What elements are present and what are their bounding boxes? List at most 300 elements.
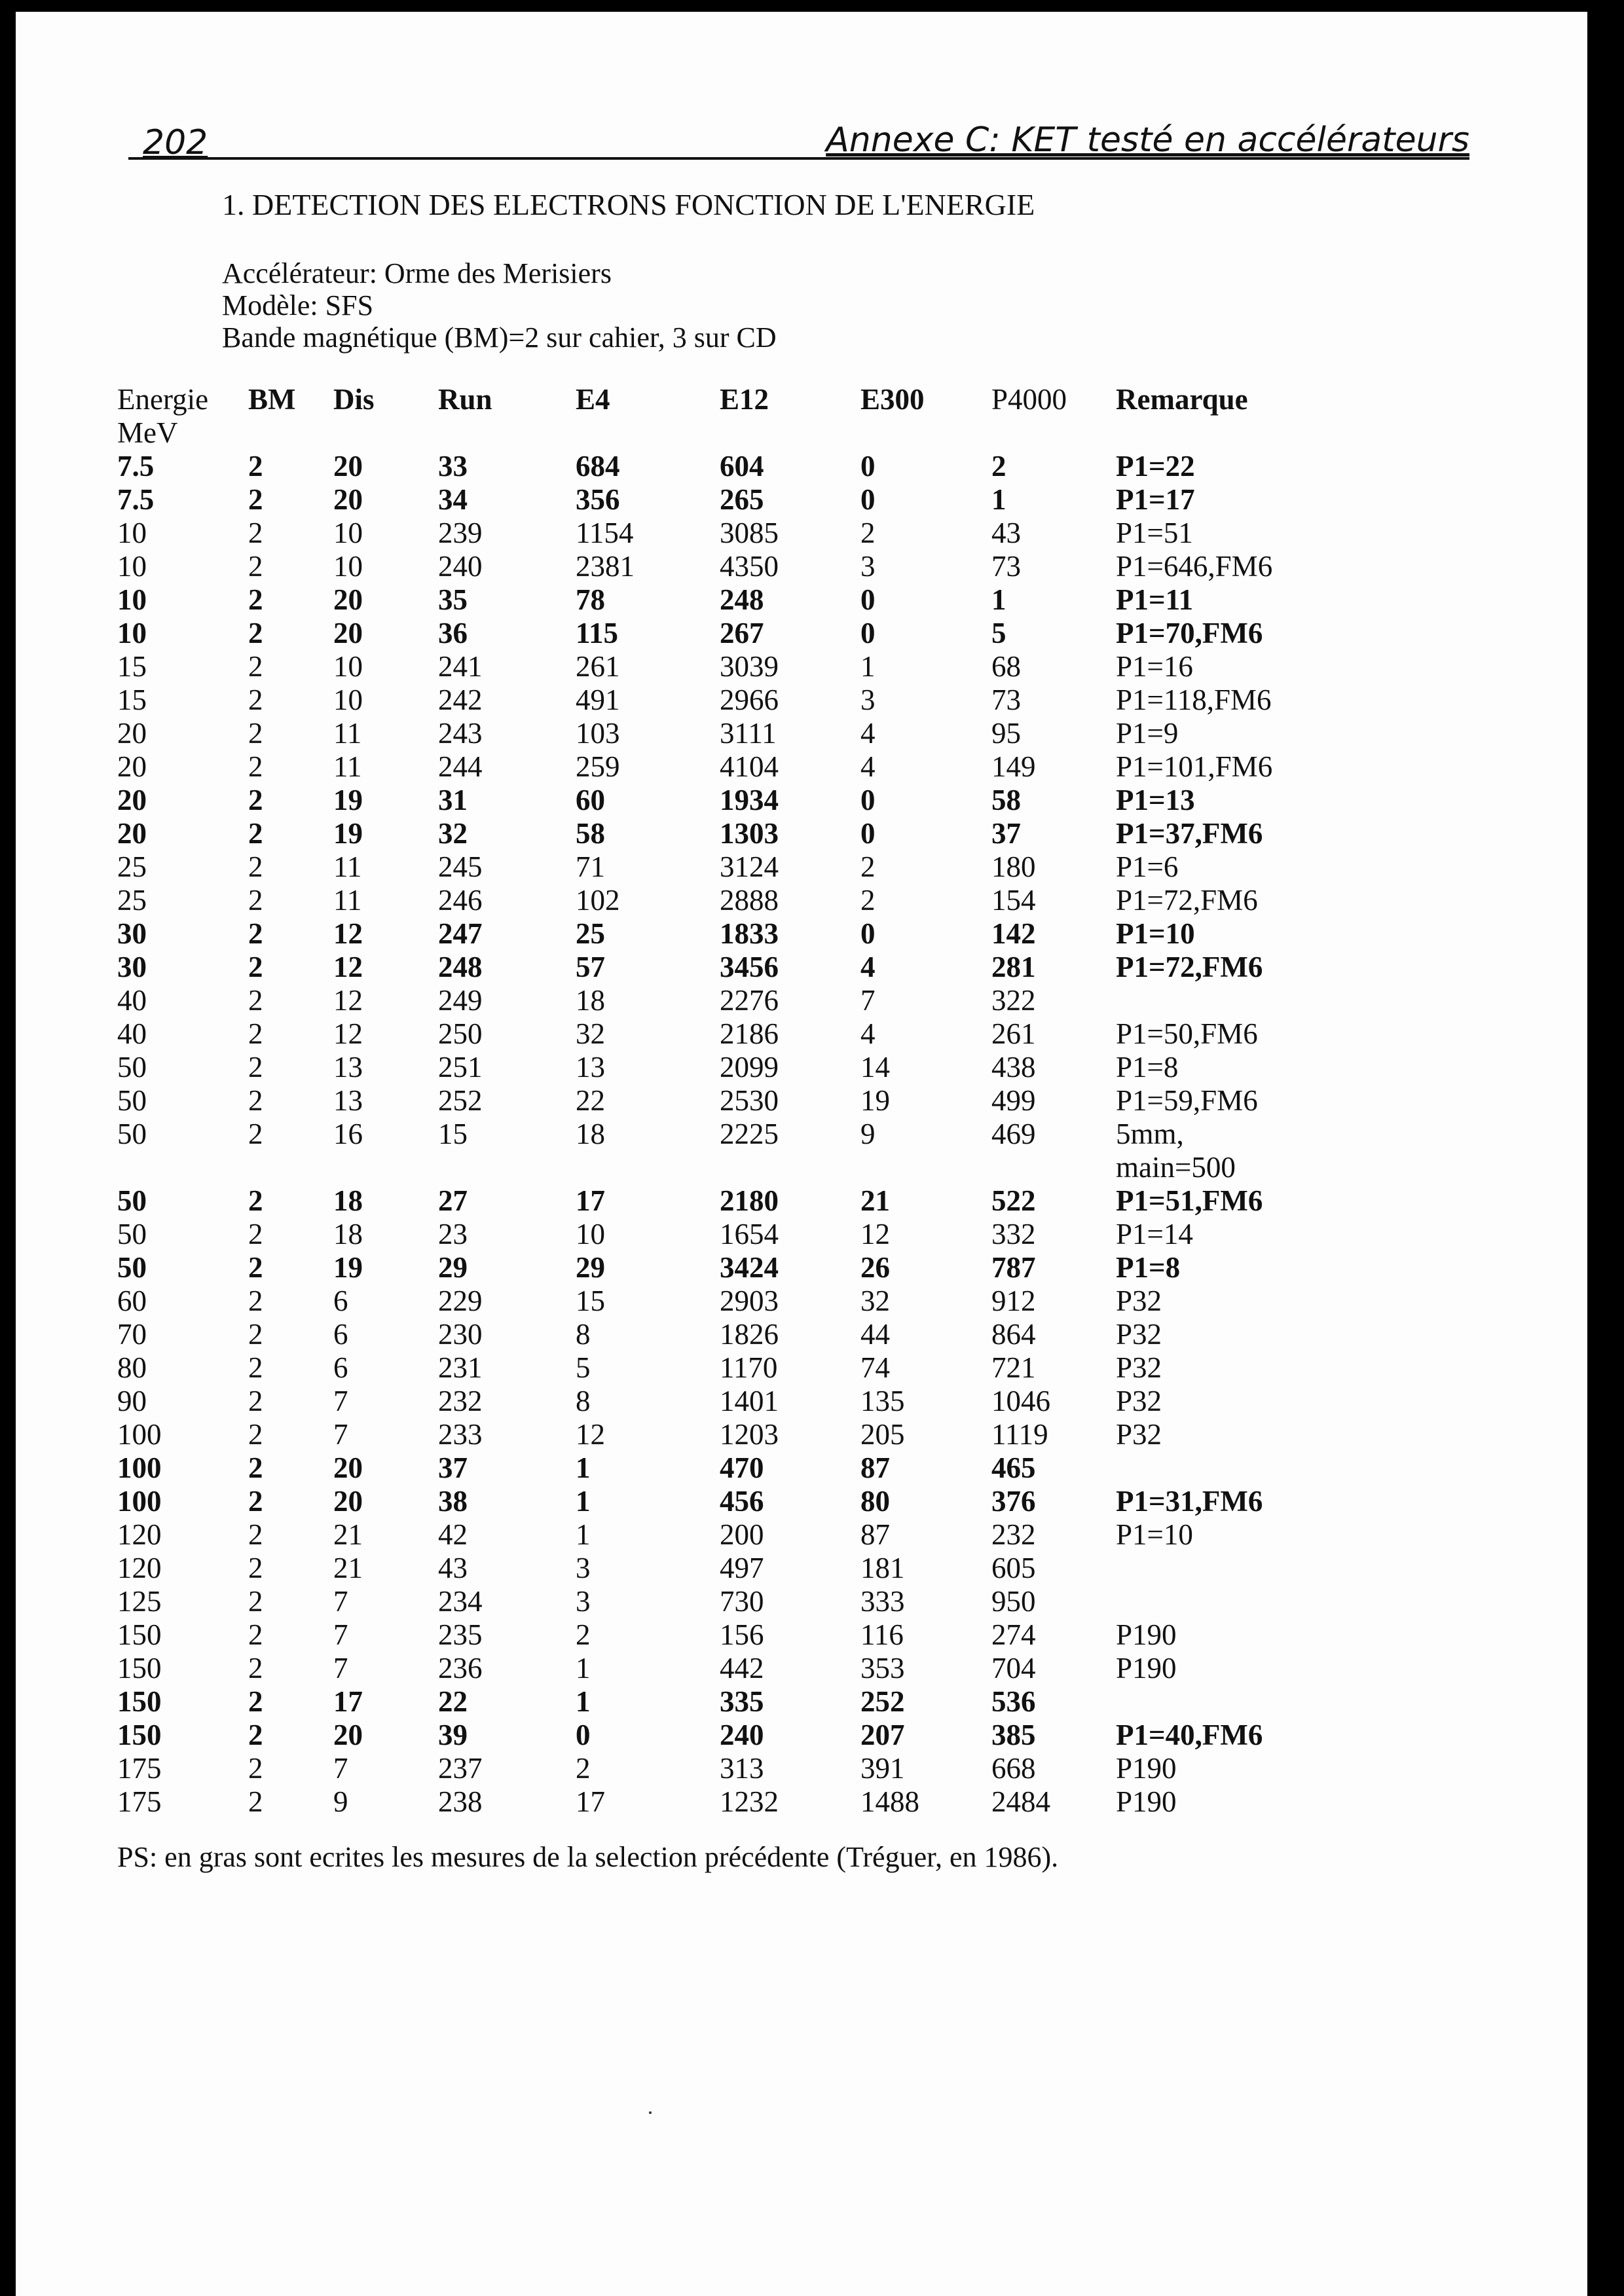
cell-e300: 2: [860, 850, 876, 883]
table-row: [117, 784, 1352, 817]
cell-energie: 10: [117, 517, 147, 549]
cell-e300: 4: [860, 951, 876, 983]
cell-dis: 20: [333, 1451, 363, 1484]
cell-e300: 0: [860, 817, 876, 850]
cell-p4000: 864: [991, 1318, 1036, 1351]
cell-p4000: 232: [991, 1518, 1036, 1551]
cell-p4000: 912: [991, 1285, 1036, 1317]
page-number: 202: [143, 123, 208, 162]
cell-e4: 103: [576, 717, 620, 750]
cell-dis: 11: [333, 750, 362, 783]
table-row: [117, 1051, 1352, 1084]
cell-remarque: P32: [1116, 1385, 1162, 1417]
cell-e12: 730: [720, 1585, 764, 1618]
cell-dis: 11: [333, 850, 362, 883]
table-row: [117, 1218, 1352, 1251]
cell-dis: 10: [333, 517, 363, 549]
cell-bm: 2: [248, 617, 263, 649]
cell-p4000: 68: [991, 650, 1021, 683]
cell-p4000: 149: [991, 750, 1036, 783]
cell-e4: 18: [576, 1118, 605, 1150]
cell-e300: 252: [860, 1685, 905, 1718]
cell-e12: 1170: [720, 1351, 778, 1384]
cell-bm: 2: [248, 1685, 263, 1718]
cell-e12: 2903: [720, 1285, 779, 1317]
cell-bm: 2: [248, 917, 263, 950]
cell-energie: 20: [117, 750, 147, 783]
cell-e4: 58: [576, 817, 605, 850]
cell-dis: 7: [333, 1585, 348, 1618]
cell-e300: 44: [860, 1318, 890, 1351]
cell-dis: 12: [333, 1017, 363, 1050]
section-title: 1. DETECTION DES ELECTRONS FONCTION DE L'ENERGIE: [222, 188, 1035, 221]
cell-energie: 20: [117, 817, 147, 850]
cell-energie: 120: [117, 1518, 162, 1551]
cell-e4: 1: [576, 1685, 591, 1718]
cell-run: 38: [438, 1485, 468, 1518]
cell-remarque: P1=51: [1116, 517, 1193, 549]
cell-bm: 2: [248, 1585, 263, 1618]
col-header-run: Run: [438, 383, 492, 416]
cell-e12: 267: [720, 617, 764, 649]
cell-p4000: 322: [991, 984, 1036, 1017]
cell-p4000: 522: [991, 1184, 1036, 1217]
cell-e300: 2: [860, 884, 876, 917]
cell-bm: 2: [248, 884, 263, 917]
cell-p4000: 536: [991, 1685, 1036, 1718]
cell-energie: 15: [117, 683, 147, 716]
cell-e300: 0: [860, 617, 876, 649]
remark-line: main=500: [1116, 1151, 1236, 1184]
cell-remarque: P1=8: [1116, 1051, 1179, 1084]
table-row: [117, 1184, 1352, 1218]
cell-energie: 150: [117, 1719, 162, 1751]
cell-energie: 25: [117, 850, 147, 883]
table-row: [117, 1585, 1352, 1618]
table-row: [117, 750, 1352, 784]
table-body: [117, 450, 1352, 1819]
cell-p4000: 2: [991, 450, 1006, 483]
cell-e4: 25: [576, 917, 605, 950]
cell-run: 242: [438, 683, 483, 716]
cell-bm: 2: [248, 1418, 263, 1451]
table-row: [117, 817, 1352, 850]
cell-bm: 2: [248, 1318, 263, 1351]
cell-bm: 2: [248, 583, 263, 616]
cell-bm: 2: [248, 1118, 263, 1150]
cell-e12: 442: [720, 1652, 764, 1685]
table-row: [117, 1385, 1352, 1418]
cell-run: 243: [438, 717, 483, 750]
cell-bm: 2: [248, 850, 263, 883]
cell-e4: 3: [576, 1552, 591, 1584]
cell-remarque: P190: [1116, 1785, 1177, 1818]
cell-energie: 7.5: [117, 450, 155, 483]
cell-bm: 2: [248, 650, 263, 683]
cell-e4: 8: [576, 1385, 591, 1417]
cell-p4000: 469: [991, 1118, 1036, 1150]
cell-dis: 12: [333, 984, 363, 1017]
cell-run: 231: [438, 1351, 483, 1384]
cell-bm: 2: [248, 1518, 263, 1551]
cell-p4000: 73: [991, 550, 1021, 583]
cell-e12: 3124: [720, 850, 779, 883]
table-row: [117, 1518, 1352, 1552]
page-header: [128, 117, 1469, 160]
cell-p4000: 787: [991, 1251, 1036, 1284]
table-header-row: [117, 383, 1352, 450]
cell-e12: 3085: [720, 517, 779, 549]
cell-dis: 19: [333, 784, 363, 816]
cell-run: 27: [438, 1184, 468, 1217]
cell-run: 235: [438, 1618, 483, 1651]
cell-e12: 1203: [720, 1418, 779, 1451]
table-row: [117, 1251, 1352, 1285]
cell-e4: 29: [576, 1251, 605, 1284]
cell-remarque: P1=40,FM6: [1116, 1719, 1263, 1751]
cell-energie: 30: [117, 951, 147, 983]
cell-e300: 0: [860, 917, 876, 950]
cell-e300: 32: [860, 1285, 890, 1317]
cell-e300: 181: [860, 1552, 905, 1584]
cell-p4000: 385: [991, 1719, 1036, 1751]
cell-energie: 150: [117, 1685, 162, 1718]
cell-run: 37: [438, 1451, 468, 1484]
cell-energie: 10: [117, 550, 147, 583]
table-row: [117, 1351, 1352, 1385]
cell-e4: 1: [576, 1485, 591, 1518]
cell-e300: 207: [860, 1719, 905, 1751]
energie-unit: MeV: [117, 416, 178, 449]
cell-run: 43: [438, 1552, 468, 1584]
cell-e300: 1488: [860, 1785, 919, 1818]
cell-e4: 1: [576, 1451, 591, 1484]
cell-e12: 470: [720, 1451, 764, 1484]
cell-e4: 0: [576, 1719, 591, 1751]
cell-e12: 1232: [720, 1785, 779, 1818]
cell-energie: 20: [117, 784, 147, 816]
cell-run: 230: [438, 1318, 483, 1351]
cell-e12: 335: [720, 1685, 764, 1718]
cell-e4: 1154: [576, 517, 634, 549]
cell-e12: 3039: [720, 650, 779, 683]
cell-energie: 175: [117, 1785, 162, 1818]
cell-run: 229: [438, 1285, 483, 1317]
cell-energie: 120: [117, 1552, 162, 1584]
cell-dis: 12: [333, 917, 363, 950]
cell-run: 246: [438, 884, 483, 917]
cell-e12: 2276: [720, 984, 779, 1017]
cell-p4000: 1119: [991, 1418, 1048, 1451]
cell-e4: 2: [576, 1618, 591, 1651]
cell-run: 241: [438, 650, 483, 683]
cell-dis: 20: [333, 617, 363, 649]
cell-e300: 205: [860, 1418, 905, 1451]
cell-remarque: P1=11: [1116, 583, 1194, 616]
cell-remarque: P1=10: [1116, 917, 1195, 950]
cell-bm: 2: [248, 1184, 263, 1217]
cell-remarque: P190: [1116, 1618, 1177, 1651]
cell-e300: 353: [860, 1652, 905, 1685]
cell-run: 31: [438, 784, 468, 816]
cell-e12: 604: [720, 450, 764, 483]
cell-p4000: 668: [991, 1752, 1036, 1785]
cell-e12: 456: [720, 1485, 764, 1518]
cell-bm: 2: [248, 1485, 263, 1518]
cell-energie: 100: [117, 1418, 162, 1451]
col-header-bm: BM: [248, 383, 296, 416]
table-row: [117, 1318, 1352, 1351]
cell-energie: 10: [117, 617, 147, 649]
cell-bm: 2: [248, 1719, 263, 1751]
table-row: [117, 1552, 1352, 1585]
cell-run: 232: [438, 1385, 483, 1417]
cell-run: 39: [438, 1719, 468, 1751]
table-row: [117, 1118, 1352, 1184]
cell-bm: 2: [248, 1351, 263, 1384]
cell-dis: 17: [333, 1685, 363, 1718]
cell-p4000: 438: [991, 1051, 1036, 1084]
cell-run: 249: [438, 984, 483, 1017]
cell-e12: 3456: [720, 951, 779, 983]
cell-remarque: [1116, 1685, 1352, 1719]
cell-e300: 9: [860, 1118, 876, 1150]
cell-bm: 2: [248, 1051, 263, 1084]
cell-e4: 10: [576, 1218, 605, 1250]
cell-e12: 4350: [720, 550, 779, 583]
cell-dis: 7: [333, 1385, 348, 1417]
table-row: [117, 1719, 1352, 1752]
cell-e12: 240: [720, 1719, 764, 1751]
cell-p4000: 950: [991, 1585, 1036, 1618]
cell-remarque: [1116, 1451, 1352, 1485]
cell-run: 33: [438, 450, 468, 483]
cell-e4: 22: [576, 1084, 605, 1117]
cell-p4000: 704: [991, 1652, 1036, 1685]
cell-e12: 1401: [720, 1385, 779, 1417]
cell-dis: 10: [333, 650, 363, 683]
cell-run: 245: [438, 850, 483, 883]
cell-run: 248: [438, 951, 483, 983]
cell-dis: 9: [333, 1785, 348, 1818]
cell-remarque: [1116, 984, 1352, 1017]
cell-run: 32: [438, 817, 468, 850]
cell-energie: 150: [117, 1652, 162, 1685]
table-row: [117, 1652, 1352, 1685]
document-page: [16, 12, 1587, 2296]
table-row: [117, 583, 1352, 617]
cell-bm: 2: [248, 517, 263, 549]
cell-p4000: 274: [991, 1618, 1036, 1651]
cell-run: 236: [438, 1652, 483, 1685]
running-title: Annexe C: KET testé en accélérateurs: [826, 120, 1469, 160]
table-row: [117, 517, 1352, 550]
col-header-e300: E300: [860, 383, 925, 416]
cell-remarque: P1=9: [1116, 717, 1179, 750]
cell-run: 244: [438, 750, 483, 783]
cell-run: 251: [438, 1051, 483, 1084]
cell-p4000: 43: [991, 517, 1021, 549]
cell-dis: 10: [333, 550, 363, 583]
cell-remarque: P1=8: [1116, 1251, 1181, 1284]
cell-e300: 87: [860, 1451, 890, 1484]
cell-e300: 0: [860, 784, 876, 816]
table-row: [117, 1785, 1352, 1819]
cell-bm: 2: [248, 750, 263, 783]
cell-p4000: 37: [991, 817, 1021, 850]
cell-p4000: 1: [991, 483, 1006, 516]
table-row: [117, 1752, 1352, 1785]
cell-remarque: P1=70,FM6: [1116, 617, 1263, 649]
cell-e4: 57: [576, 951, 605, 983]
cell-p4000: 58: [991, 784, 1021, 816]
cell-energie: 7.5: [117, 483, 155, 516]
cell-energie: 50: [117, 1051, 147, 1084]
cell-remarque: P1=10: [1116, 1518, 1193, 1551]
cell-run: 234: [438, 1585, 483, 1618]
cell-remarque: P1=51,FM6: [1116, 1184, 1263, 1217]
cell-run: 233: [438, 1418, 483, 1451]
cell-e4: 1: [576, 1518, 591, 1551]
cell-e300: 391: [860, 1752, 905, 1785]
cell-e300: 7: [860, 984, 876, 1017]
cell-e300: 3: [860, 683, 876, 716]
cell-e12: 2225: [720, 1118, 779, 1150]
cell-dis: 21: [333, 1518, 363, 1551]
cell-e4: 60: [576, 784, 605, 816]
cell-dis: 6: [333, 1318, 348, 1351]
cell-remarque: [1116, 1585, 1352, 1618]
col-header-p4000: P4000: [991, 383, 1067, 416]
cell-dis: 20: [333, 450, 363, 483]
cell-e4: 8: [576, 1318, 591, 1351]
cell-bm: 2: [248, 817, 263, 850]
cell-e12: 200: [720, 1518, 764, 1551]
cell-e12: 248: [720, 583, 764, 616]
cell-run: 237: [438, 1752, 483, 1785]
cell-bm: 2: [248, 1752, 263, 1785]
cell-e12: 2186: [720, 1017, 779, 1050]
cell-e4: 102: [576, 884, 620, 917]
cell-p4000: 2484: [991, 1785, 1050, 1818]
cell-run: 240: [438, 550, 483, 583]
cell-e300: 4: [860, 717, 876, 750]
cell-remarque: [1116, 1552, 1352, 1585]
cell-bm: 2: [248, 1251, 263, 1284]
cell-energie: 50: [117, 1218, 147, 1250]
cell-e4: 15: [576, 1285, 605, 1317]
cell-e300: 74: [860, 1351, 890, 1384]
cell-e12: 497: [720, 1552, 764, 1584]
cell-e4: 5: [576, 1351, 591, 1384]
cell-p4000: 281: [991, 951, 1036, 983]
table-row: [117, 483, 1352, 517]
col-header-remarque: Remarque: [1116, 383, 1248, 416]
cell-dis: 16: [333, 1118, 363, 1150]
cell-dis: 7: [333, 1752, 348, 1785]
cell-run: 252: [438, 1084, 483, 1117]
cell-run: 247: [438, 917, 483, 950]
experiment-info: [222, 257, 777, 354]
table-row: [117, 951, 1352, 984]
cell-bm: 2: [248, 1785, 263, 1818]
cell-run: 36: [438, 617, 468, 649]
col-header-dis: Dis: [333, 383, 375, 416]
cell-energie: 100: [117, 1451, 162, 1484]
cell-p4000: 499: [991, 1084, 1036, 1117]
cell-p4000: 721: [991, 1351, 1036, 1384]
table-row: [117, 1084, 1352, 1118]
cell-dis: 10: [333, 683, 363, 716]
cell-e4: 261: [576, 650, 620, 683]
cell-p4000: 95: [991, 717, 1021, 750]
table-row: [117, 1285, 1352, 1318]
cell-e4: 3: [576, 1585, 591, 1618]
cell-run: 35: [438, 583, 468, 616]
cell-e12: 2180: [720, 1184, 779, 1217]
cell-remarque: P1=16: [1116, 650, 1193, 683]
footnote: PS: en gras sont ecrites les mesures de la selection précédente (Tréguer, en 1986).: [117, 1841, 1059, 1873]
cell-e300: 12: [860, 1218, 890, 1250]
cell-dis: 20: [333, 583, 363, 616]
cell-bm: 2: [248, 1451, 263, 1484]
col-header-energie: Energie MeV: [117, 383, 248, 450]
cell-dis: 11: [333, 717, 362, 750]
cell-e12: 2966: [720, 683, 779, 716]
cell-dis: 19: [333, 1251, 363, 1284]
table-row: [117, 1017, 1352, 1051]
cell-e12: 1833: [720, 917, 779, 950]
cell-e4: 259: [576, 750, 620, 783]
cell-bm: 2: [248, 717, 263, 750]
table-row: [117, 650, 1352, 683]
table-row: [117, 1618, 1352, 1652]
cell-remarque: P1=59,FM6: [1116, 1084, 1258, 1117]
cell-remarque: P32: [1116, 1285, 1162, 1317]
cell-e4: 71: [576, 850, 605, 883]
cell-energie: 150: [117, 1618, 162, 1651]
cell-energie: 50: [117, 1084, 147, 1117]
cell-remarque: P32: [1116, 1418, 1162, 1451]
cell-remarque: P1=14: [1116, 1218, 1193, 1250]
cell-dis: 7: [333, 1618, 348, 1651]
cell-e4: 2381: [576, 550, 635, 583]
cell-e4: 12: [576, 1418, 605, 1451]
cell-p4000: 1: [991, 583, 1006, 616]
tape-line: Bande magnétique (BM)=2 sur cahier, 3 sur CD: [222, 321, 777, 354]
cell-bm: 2: [248, 784, 263, 816]
cell-e300: 0: [860, 450, 876, 483]
cell-run: 238: [438, 1785, 483, 1818]
cell-bm: 2: [248, 951, 263, 983]
cell-energie: 80: [117, 1351, 147, 1384]
cell-run: 250: [438, 1017, 483, 1050]
cell-energie: 90: [117, 1385, 147, 1417]
cell-e12: 2099: [720, 1051, 779, 1084]
cell-remarque: P1=37,FM6: [1116, 817, 1263, 850]
cell-remarque: P1=646,FM6: [1116, 550, 1273, 583]
cell-bm: 2: [248, 483, 263, 516]
cell-e300: 333: [860, 1585, 905, 1618]
cell-run: 15: [438, 1118, 468, 1150]
cell-dis: 18: [333, 1184, 363, 1217]
cell-energie: 30: [117, 917, 147, 950]
accelerator-line: Accélérateur: Orme des Merisiers: [222, 257, 612, 289]
cell-energie: 175: [117, 1752, 162, 1785]
table-row: [117, 1485, 1352, 1518]
cell-bm: 2: [248, 1385, 263, 1417]
cell-dis: 13: [333, 1051, 363, 1084]
